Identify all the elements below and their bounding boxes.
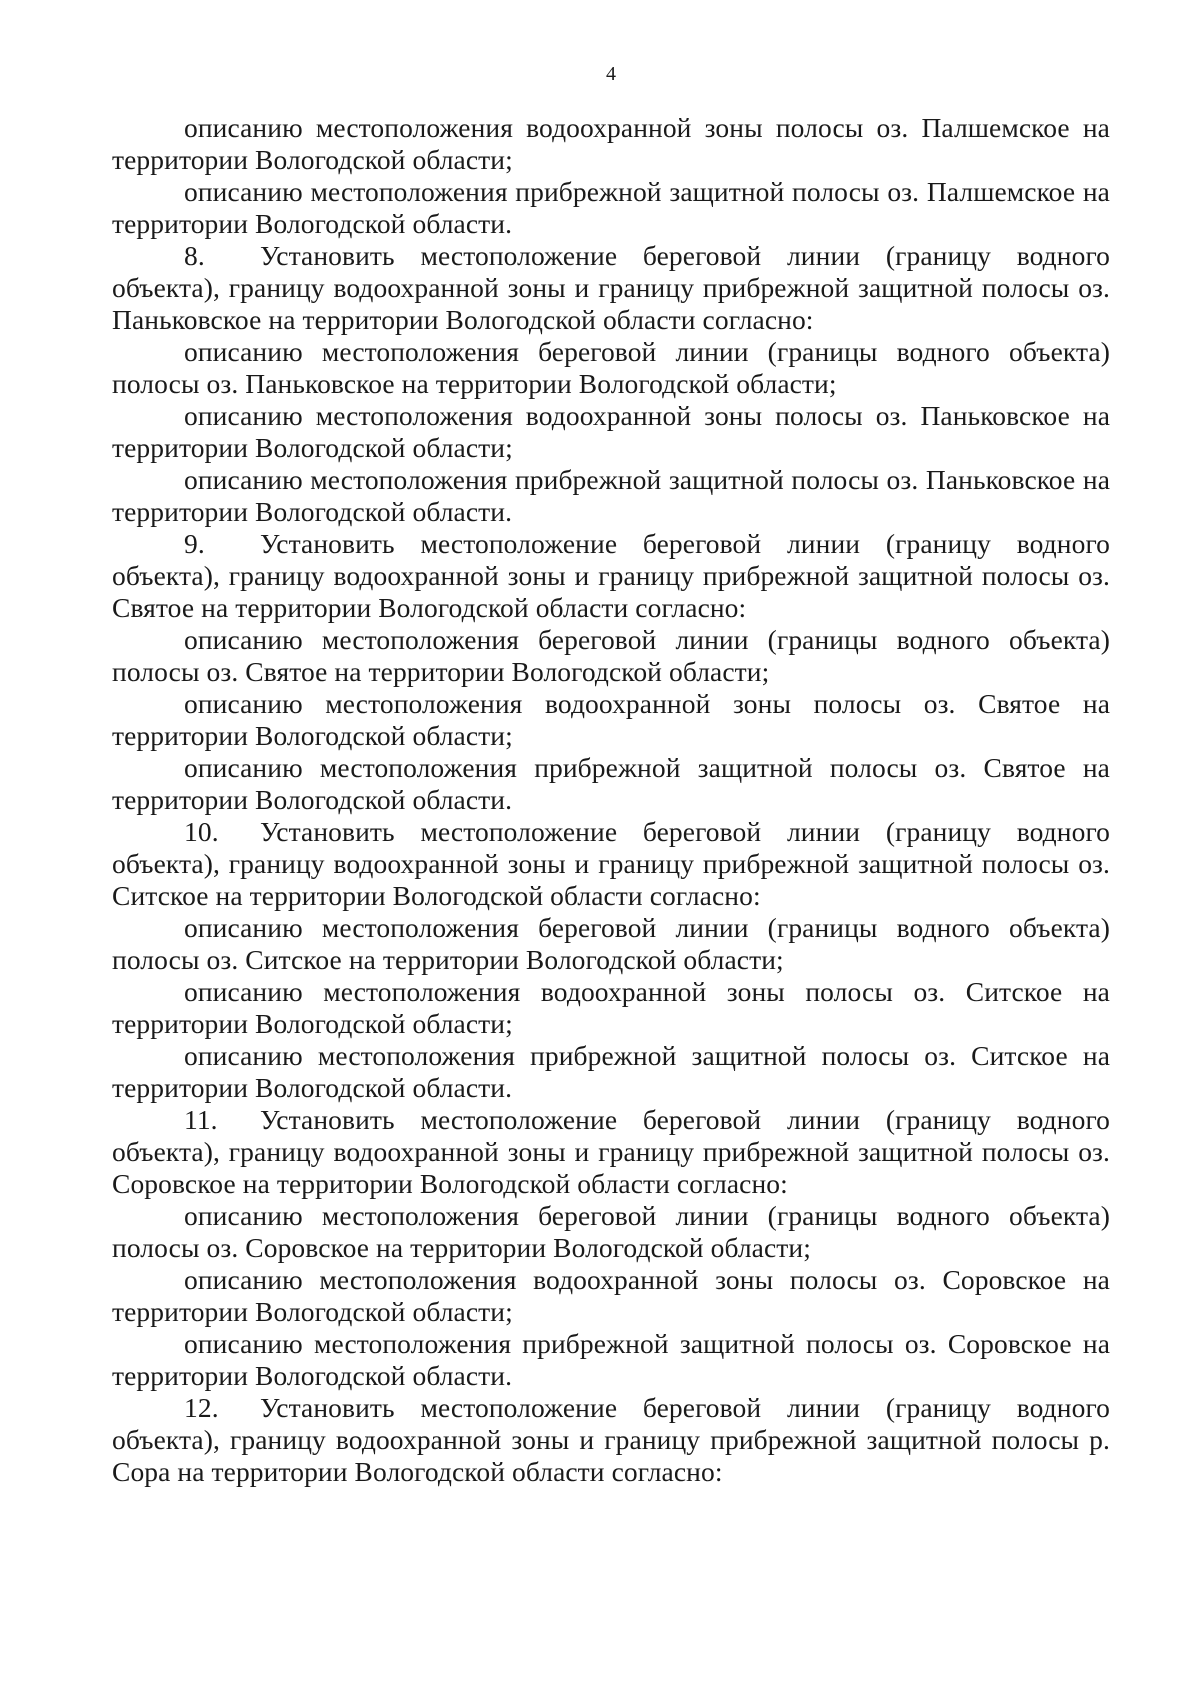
paragraph: описанию местоположения береговой линии (границы водного объекта) полосы оз. Святое на территории Вологодской области; bbox=[112, 624, 1110, 687]
page-number: 4 bbox=[606, 63, 616, 85]
document-body bbox=[112, 112, 1110, 1488]
paragraph: описанию местоположения береговой линии (границы водного объекта) полосы оз. Соровское на территории Вологодской области; bbox=[112, 1200, 1110, 1263]
paragraph: описанию местоположения водоохранной зоны полосы оз. Паньковское на территории Вологодской области; bbox=[112, 400, 1110, 463]
paragraph: описанию местоположения прибрежной защитной полосы оз. Ситское на территории Вологодской области. bbox=[112, 1040, 1110, 1103]
paragraph: описанию местоположения прибрежной защитной полосы оз. Палшемское на территории Вологодской области. bbox=[112, 176, 1110, 239]
paragraph: описанию местоположения прибрежной защитной полосы оз. Соровское на территории Вологодской области. bbox=[112, 1328, 1110, 1391]
numbered-item-11 bbox=[112, 1104, 1110, 1200]
item-text: Установить местоположение береговой линии (границу водного объекта), границу водоохранной зоны и границу прибрежной защитной полосы оз. Святое на территории Вологодской области согласно: bbox=[112, 528, 1110, 623]
item-text: Установить местоположение береговой линии (границу водного объекта), границу водоохранной зоны и границу прибрежной защитной полосы р. Сора на территории Вологодской области согласно: bbox=[112, 1392, 1110, 1487]
item-number: 12. bbox=[184, 1392, 219, 1423]
paragraph: описанию местоположения водоохранной зоны полосы оз. Святое на территории Вологодской области; bbox=[112, 688, 1110, 751]
item-number: 11. bbox=[184, 1104, 218, 1135]
item-text: Установить местоположение береговой линии (границу водного объекта), границу водоохранной зоны и границу прибрежной защитной полосы оз. Паньковское на территории Вологодской области согласно: bbox=[112, 240, 1110, 335]
paragraph: описанию местоположения береговой линии (границы водного объекта) полосы оз. Паньковское на территории Вологодской области; bbox=[112, 336, 1110, 399]
item-number: 10. bbox=[184, 816, 219, 847]
numbered-item-8 bbox=[112, 240, 1110, 336]
paragraph: описанию местоположения водоохранной зоны полосы оз. Палшемское на территории Вологодской области; bbox=[112, 112, 1110, 175]
item-number: 9. bbox=[184, 528, 205, 559]
paragraph: описанию местоположения береговой линии (границы водного объекта) полосы оз. Ситское на территории Вологодской области; bbox=[112, 912, 1110, 975]
numbered-item-10 bbox=[112, 816, 1110, 912]
paragraph: описанию местоположения прибрежной защитной полосы оз. Паньковское на территории Вологодской области. bbox=[112, 464, 1110, 527]
paragraph: описанию местоположения прибрежной защитной полосы оз. Святое на территории Вологодской области. bbox=[112, 752, 1110, 815]
item-text: Установить местоположение береговой линии (границу водного объекта), границу водоохранной зоны и границу прибрежной защитной полосы оз. Соровское на территории Вологодской области согласно: bbox=[112, 1104, 1110, 1199]
item-number: 8. bbox=[184, 240, 205, 271]
item-text: Установить местоположение береговой линии (границу водного объекта), границу водоохранной зоны и границу прибрежной защитной полосы оз. Ситское на территории Вологодской области согласно: bbox=[112, 816, 1110, 911]
paragraph: описанию местоположения водоохранной зоны полосы оз. Ситское на территории Вологодской области; bbox=[112, 976, 1110, 1039]
numbered-item-12 bbox=[112, 1392, 1110, 1488]
paragraph: описанию местоположения водоохранной зоны полосы оз. Соровское на территории Вологодской области; bbox=[112, 1264, 1110, 1327]
numbered-item-9 bbox=[112, 528, 1110, 624]
